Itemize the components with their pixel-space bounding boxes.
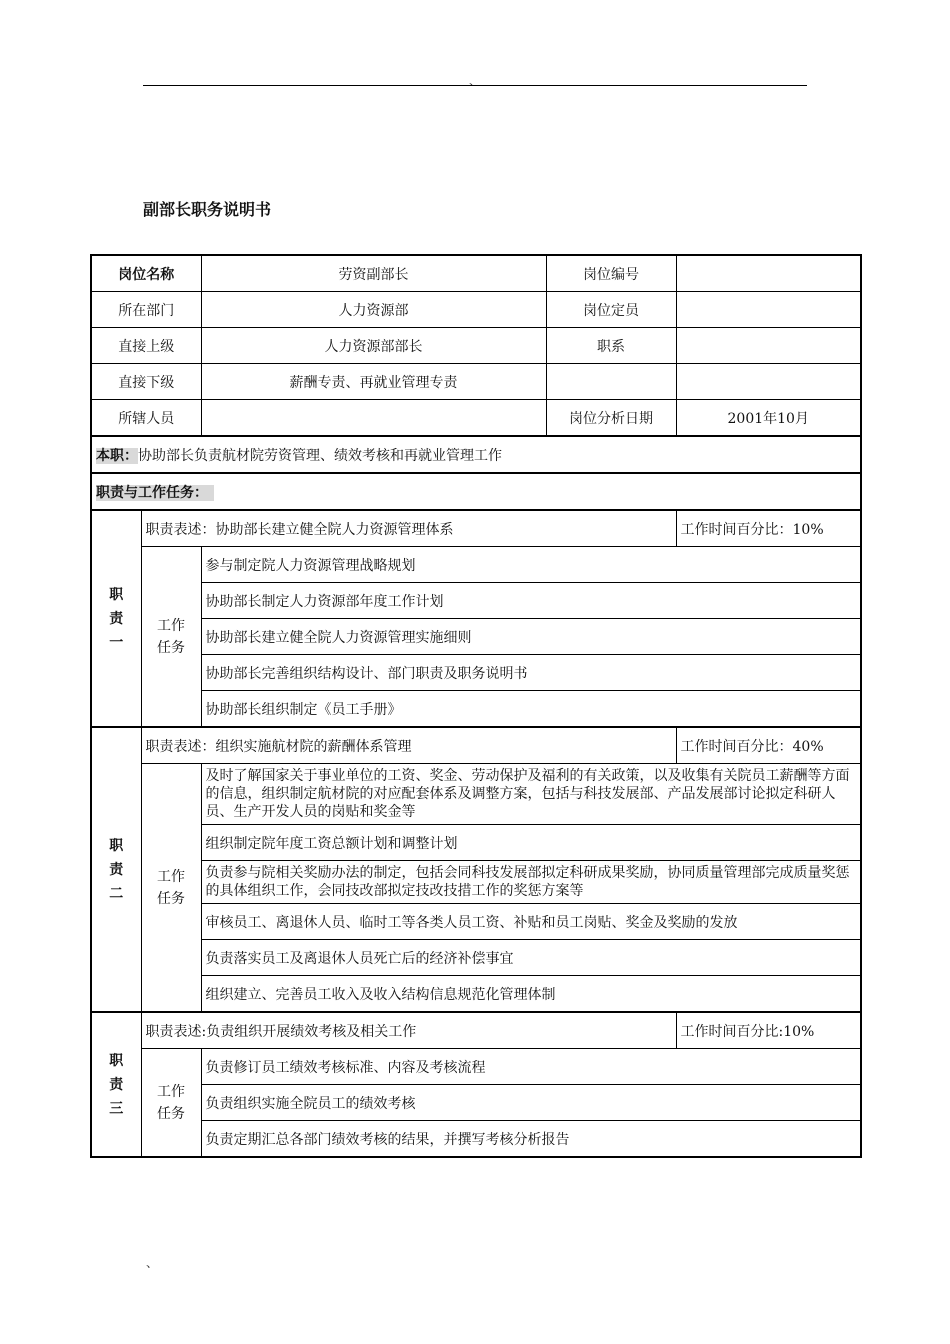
quota bbox=[676, 292, 861, 328]
responsibility-1-desc: 职责表述：协助部长建立健全院人力资源管理体系 bbox=[141, 510, 676, 547]
empty-cell bbox=[546, 364, 676, 400]
task-item: 协助部长制定人力资源部年度工作计划 bbox=[201, 583, 861, 619]
label-series: 职系 bbox=[546, 328, 676, 364]
position-name: 劳资副部长 bbox=[201, 255, 546, 292]
task-item: 组织制定院年度工资总额计划和调整计划 bbox=[201, 825, 861, 861]
responsibility-3-label: 职 责 三 bbox=[91, 1012, 141, 1157]
label-quota: 岗位定员 bbox=[546, 292, 676, 328]
task-item: 参与制定院人力资源管理战略规划 bbox=[201, 547, 861, 583]
task-item: 负责定期汇总各部门绩效考核的结果，并撰写考核分析报告 bbox=[201, 1121, 861, 1158]
page-title: 副部长职务说明书 bbox=[143, 200, 272, 219]
task-label: 工作 任务 bbox=[141, 1049, 201, 1158]
task-item: 审核员工、离退休人员、临时工等各类人员工资、补贴和员工岗贴、奖金及奖励的发放 bbox=[201, 904, 861, 940]
task-item: 协助部长建立健全院人力资源管理实施细则 bbox=[201, 619, 861, 655]
superior: 人力资源部部长 bbox=[201, 328, 546, 364]
position-code bbox=[676, 255, 861, 292]
label-position-name: 岗位名称 bbox=[91, 255, 201, 292]
task-item: 负责参与院相关奖励办法的制定，包括会同科技发展部拟定科研成果奖励，协同质量管理部完成质量奖惩的具体组织工作，会同技改部拟定技改技措工作的奖惩方案等 bbox=[201, 861, 861, 904]
responsibility-3-percent: 工作时间百分比:10% bbox=[676, 1012, 861, 1049]
task-item: 及时了解国家关于事业单位的工资、奖金、劳动保护及福利的有关政策，以及收集有关院员工薪酬等方面的信息，组织制定航材院的对应配套体系及调整方案，包括与科技发展部、产品发展部讨论拟定科研人员、生产开发人员的岗贴和奖金等 bbox=[201, 764, 861, 825]
tasks-header: 职责与工作任务： bbox=[96, 485, 214, 501]
label-subordinate: 直接下级 bbox=[91, 364, 201, 400]
responsibility-2-percent: 工作时间百分比：40% bbox=[676, 727, 861, 764]
task-label: 工作 任务 bbox=[141, 764, 201, 1013]
task-item: 负责组织实施全院员工的绩效考核 bbox=[201, 1085, 861, 1121]
responsibility-2-label: 职 责 二 bbox=[91, 727, 141, 1012]
label-position-code: 岗位编号 bbox=[546, 255, 676, 292]
duty-row bbox=[91, 436, 861, 473]
duty-label: 本职： bbox=[96, 447, 138, 464]
task-item: 负责落实员工及离退休人员死亡后的经济补偿事宜 bbox=[201, 940, 861, 976]
staff bbox=[201, 400, 546, 437]
responsibility-1-label: 职 责 一 bbox=[91, 510, 141, 727]
subordinate: 薪酬专责、再就业管理专责 bbox=[201, 364, 546, 400]
header-mark: 、 bbox=[469, 74, 482, 88]
tasks-header-row bbox=[91, 473, 861, 510]
header-rule bbox=[143, 85, 807, 86]
label-staff: 所辖人员 bbox=[91, 400, 201, 437]
series bbox=[676, 328, 861, 364]
label-superior: 直接上级 bbox=[91, 328, 201, 364]
task-item: 协助部长完善组织结构设计、部门职责及职务说明书 bbox=[201, 655, 861, 691]
responsibility-3-desc: 职责表述:负责组织开展绩效考核及相关工作 bbox=[141, 1012, 676, 1049]
responsibility-1-percent: 工作时间百分比：10% bbox=[676, 510, 861, 547]
task-item: 组织建立、完善员工收入及收入结构信息规范化管理体制 bbox=[201, 976, 861, 1013]
department: 人力资源部 bbox=[201, 292, 546, 328]
duty-text: 协助部长负责航材院劳资管理、绩效考核和再就业管理工作 bbox=[138, 447, 502, 464]
task-label: 工作 任务 bbox=[141, 547, 201, 728]
task-item: 协助部长组织制定《员工手册》 bbox=[201, 691, 861, 728]
label-analysis-date: 岗位分析日期 bbox=[546, 400, 676, 437]
analysis-date: 2001年10月 bbox=[676, 400, 861, 437]
empty-cell bbox=[676, 364, 861, 400]
task-item: 负责修订员工绩效考核标准、内容及考核流程 bbox=[201, 1049, 861, 1085]
footer-mark: 、 bbox=[146, 1256, 159, 1270]
job-description-table bbox=[90, 254, 862, 1158]
label-department: 所在部门 bbox=[91, 292, 201, 328]
responsibility-2-desc: 职责表述：组织实施航材院的薪酬体系管理 bbox=[141, 727, 676, 764]
